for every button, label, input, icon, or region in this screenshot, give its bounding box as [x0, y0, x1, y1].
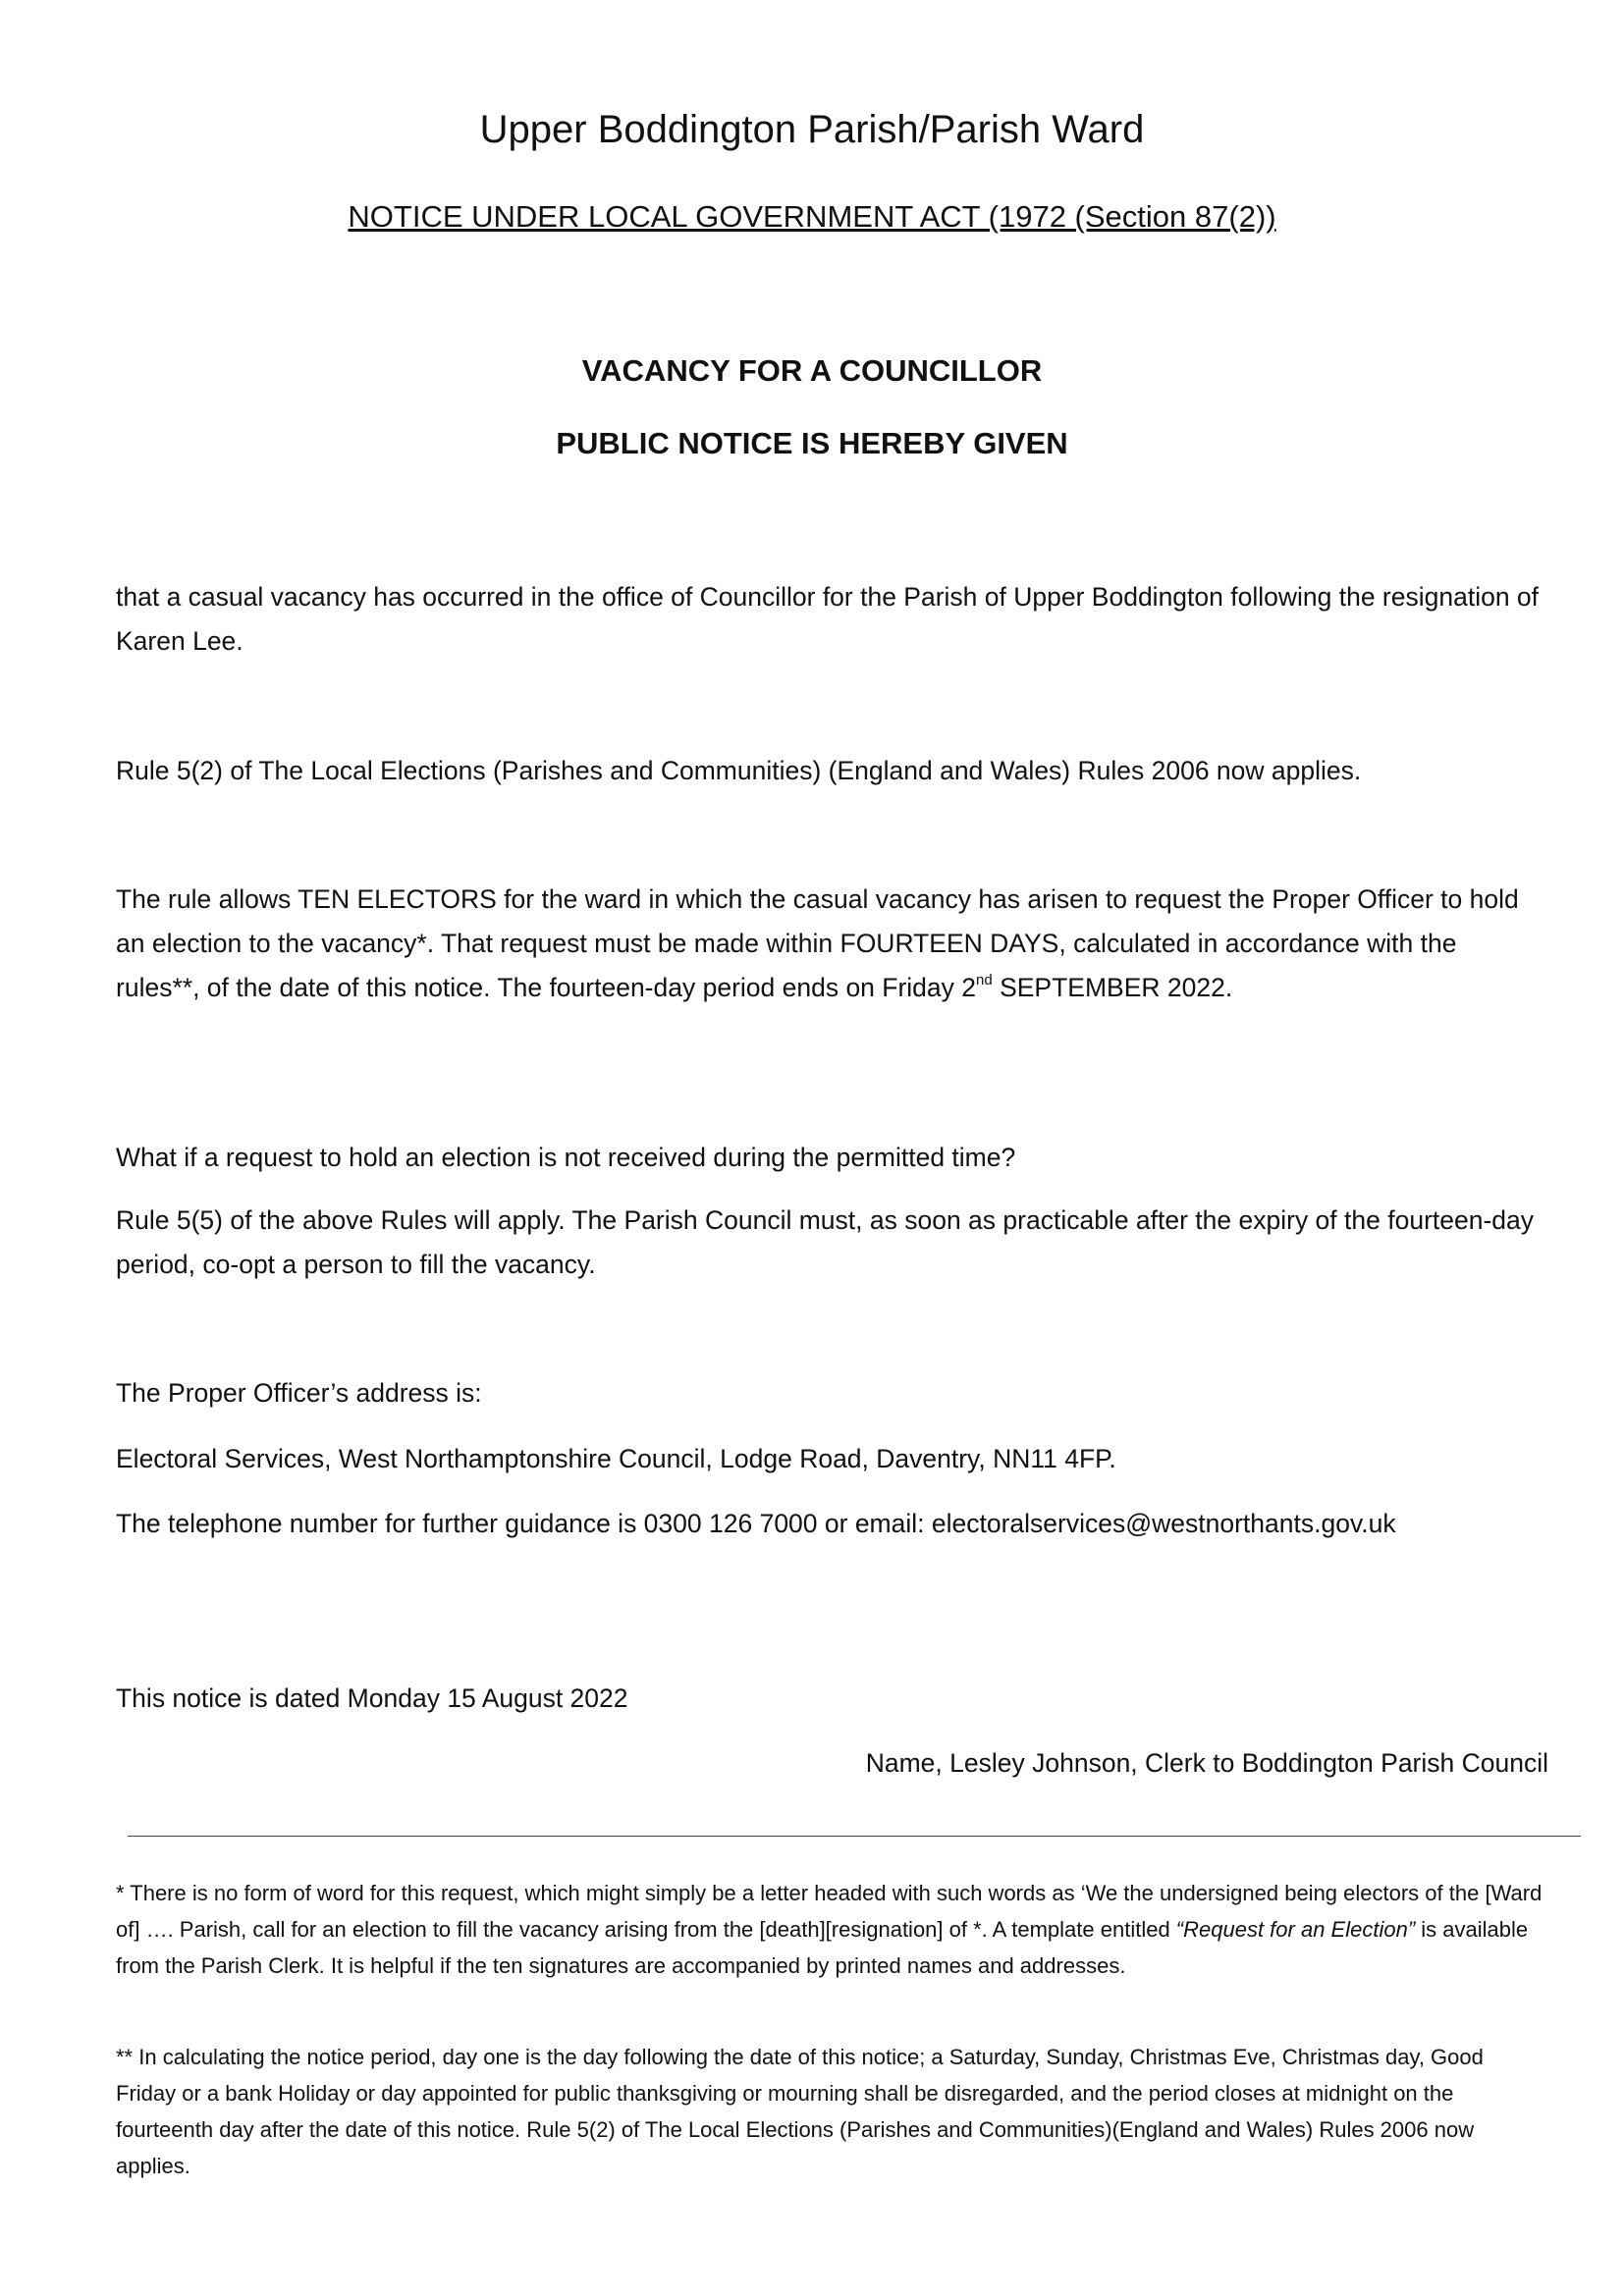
act-reference: NOTICE UNDER LOCAL GOVERNMENT ACT (1972 (Section 87(2)): [348, 199, 1276, 234]
footnote-divider: [128, 1836, 1581, 1837]
public-notice-heading: PUBLIC NOTICE IS HEREBY GIVEN: [556, 426, 1068, 460]
footnote-request-text: * There is no form of word for this request, which might simply be a letter headed with such words as ‘We the undersigned being electors of the [Ward of] …. Parish, call for an election to fill the vacancy arising from the [death][resignation] of *. A template entitled: [116, 1881, 1543, 1942]
question-paragraph: What if a request to hold an election is not received during the permitted time?: [116, 1143, 1016, 1172]
footnote-request: [116, 1875, 1544, 1984]
electors-paragraph: [116, 878, 1544, 1010]
address-label: The Proper Officer’s address is:: [116, 1378, 482, 1408]
vacancy-heading: VACANCY FOR A COUNCILLOR: [581, 353, 1043, 388]
footnote-template-name: “Request for an Election”: [1175, 1917, 1416, 1942]
contact-paragraph: The telephone number for further guidance is 0300 126 7000 or email: electoralservices@westnorthants.gov.uk: [116, 1509, 1396, 1538]
notice-date: This notice is dated Monday 15 August 2022: [116, 1683, 628, 1713]
coopt-paragraph: Rule 5(5) of the above Rules will apply. The Parish Council must, as soon as practicable after the expiry of the fourteen-day period, co-opt a person to fill the vacancy.: [116, 1205, 1535, 1279]
ordinal-suffix: nd: [976, 972, 993, 988]
rule-paragraph: Rule 5(2) of The Local Elections (Parishes and Communities) (England and Wales) Rules 2006 now applies.: [116, 756, 1362, 785]
page-title: Upper Boddington Parish/Parish Ward: [479, 108, 1145, 151]
electors-text: The rule allows TEN ELECTORS for the ward in which the casual vacancy has arisen to request the Proper Officer to hold an election to the vacancy*. That request must be made within FOURTEEN DAYS, calculated in accordance with the rules**, of the date of this notice. The fourteen-day period ends on Friday 2: [116, 884, 1519, 1002]
vacancy-paragraph: that a casual vacancy has occurred in the office of Councillor for the Parish of Upper Boddington following the resignation of Karen Lee.: [116, 582, 1540, 656]
address-text: Electoral Services, West Northamptonshire Council, Lodge Road, Daventry, NN11 4FP.: [116, 1444, 1116, 1473]
electors-date-end: SEPTEMBER 2022.: [992, 973, 1233, 1002]
footnote-request-text-end: is available from the Parish Clerk. It is helpful if the ten signatures are accompanied by printed names and addresses.: [116, 1917, 1529, 1978]
signature-line: Name, Lesley Johnson, Clerk to Boddington Parish Council: [865, 1748, 1548, 1778]
footnote-period: ** In calculating the notice period, day one is the day following the date of this notice; a Saturday, Sunday, Christmas Eve, Christmas day, Good Friday or a bank Holiday or day appointed for public thanksgiving or mourning shall be disregarded, and the period closes at midnight on the fourteenth day after the date of this notice. Rule 5(2) of The Local Elections (Parishes and Communities)(England and Wales) Rules 2006 now applies.: [116, 2045, 1484, 2178]
